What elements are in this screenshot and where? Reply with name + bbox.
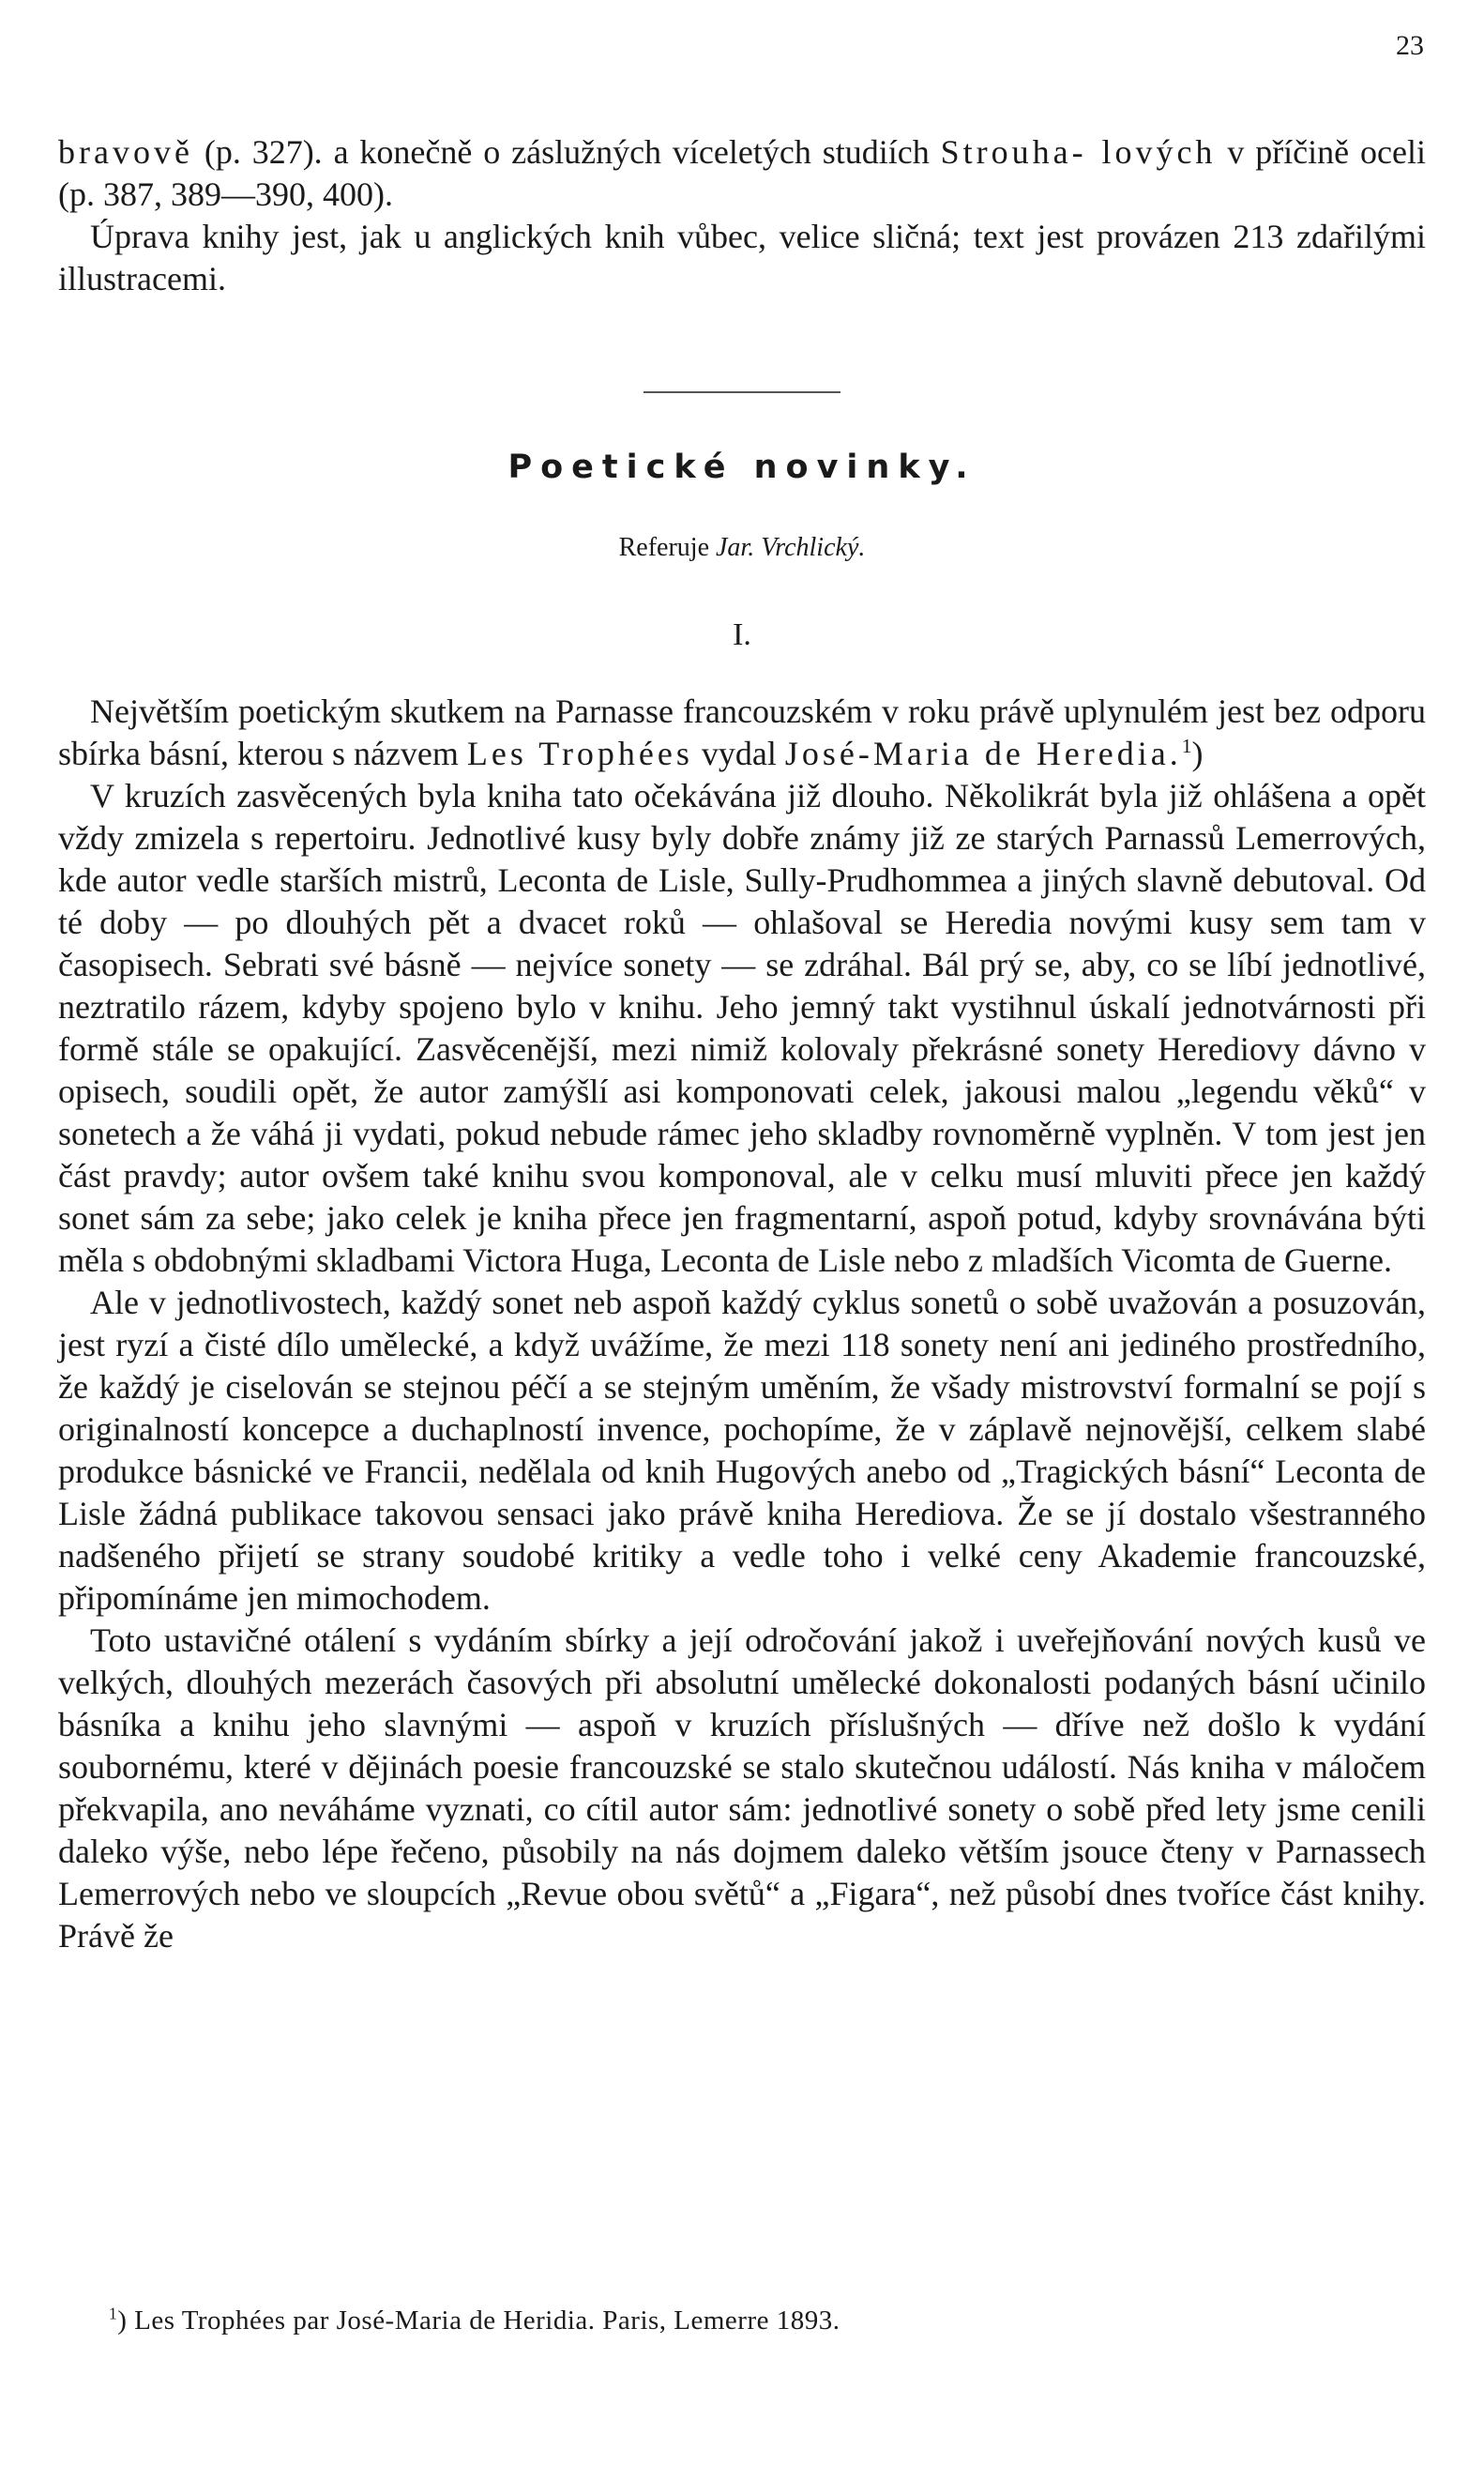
article-byline <box>0 533 1484 563</box>
intro-seg-0: bravově <box>58 133 193 171</box>
intro-seg-1: (p. 327). a konečně o záslužných víceletých studiích <box>192 133 941 171</box>
p1-after: ) <box>1191 735 1204 772</box>
byline-prefix: Referuje <box>618 533 709 562</box>
section-divider <box>644 391 840 393</box>
p1-author: José-Maria de Heredia. <box>784 735 1182 772</box>
footnote <box>109 2305 840 2336</box>
intro-seg-3: v příčině oceli (p. 387, 389—390, 400). <box>58 133 1426 213</box>
p1-book-title: Les Trophées <box>466 735 693 772</box>
paragraph-1 <box>58 691 1426 775</box>
footnote-number: 1 <box>109 2304 118 2323</box>
page-number: 23 <box>1396 30 1424 61</box>
paragraph-2: V kruzích zasvěcených byla kniha tato očekávána již dlouho. Několikrát byla již ohlášena a opět vždy zmizela s repertoiru. Jednotlivé kusy byly dobře známy již ze starých Parnassů Lemerrových, kde autor vedle starších mistrů, Leconta de Lisle, Sully-Prudhommea a jiných slavně debutoval. Od té doby — po dlouhých pět a dvacet roků — ohlašoval se Heredia novými kusy sem tam v časopisech. Sebrati své básně — nejvíce sonety — se zdráhal. Bál prý se, aby, co se líbí jednotlivé, neztratilo rázem, kdyby spojeno bylo v knihu. Jeho jemný takt vystihnul úskalí jednotvárnosti při formě stále se opakující. Zasvěcenější, mezi nimiž kolovaly překrásné sonety Herediovy dávno v opisech, soudili opět, že autor zamýšlí asi komponovati celek, jakousi malou „legendu věků“ v sonetech a že váhá ji vydati, pokud nebude rámec jeho skladby rovnoměrně vyplněn. V tom jest jen část pravdy; autor ovšem také knihu svou komponoval, ale v celku musí mluviti přece jen každý sonet sám za sebe; jako celek je kniha přece jen fragmentarní, aspoň potud, kdyby srovnávána býti měla s obdobnými skladbami Victora Huga, Leconta de Lisle nebo z mladších Vicomta de Guerne. <box>58 777 1426 1279</box>
article-title: Poetické novinky. <box>507 449 977 486</box>
paragraph-3: Ale v jednotlivostech, každý sonet neb aspoň každý cyklus sonetů o sobě uvažován a posuzován, jest ryzí a čisté dílo umělecké, a když uvážíme, že mezi 118 sonety není ani jediného prostředního, že každý je ciselován se stejnou péčí a se stejným uměním, že všady mistrovství formalní se pojí s originalností koncepce a duchaplností invence, pochopíme, že v záplavě nejnovější, celkem slabé produkce básnické ve Francii, nedělala od knih Hugových anebo od „Tragických básní“ Leconta de Lisle žádná publikace takovou sensaci jako právě kniha Herediova. Že se jí dostalo všestranného nadšeného přijetí se strany soudobé kritiky a vedle toho i velké ceny Akademie francouzské, připomínáme jen mimochodem. <box>58 1284 1426 1617</box>
intro-seg-2: Strouha- lových <box>940 133 1217 171</box>
intro-paragraph-2: Úprava knihy jest, jak u anglických knih vůbec, velice sličná; text jest provázen 213 zdařilými illustracemi. <box>58 218 1426 297</box>
section-number: I. <box>733 617 751 652</box>
p1-middle: vydal <box>692 735 785 772</box>
footnote-text: ) Les Trophées par José-Maria de Heridia. Paris, Lemerre 1893. <box>117 2305 840 2336</box>
intro-paragraph-1 <box>58 131 1426 216</box>
p1-before: Největším poetickým skutkem na Parnasse francouzském v roku právě uplynulém jest bez odporu sbírka básní, kterou s názvem <box>58 692 1426 772</box>
byline-author: Jar. Vrchlický. <box>716 533 866 562</box>
intro-text <box>58 131 1426 300</box>
article-body <box>58 691 1426 1957</box>
footnote-mark: 1 <box>1181 735 1192 757</box>
paragraph-4: Toto ustavičné otálení s vydáním sbírky a její odročování jakož i uveřejňování nových kusů ve velkých, dlouhých mezerách časových při absolutní umělecké dokonalosti podaných básní učinilo básníka a knihu jeho slavnými — aspoň v kruzích příslušných — dříve než došlo k vydání soubornému, které v dějinách poesie francouzské se stalo skutečnou událostí. Nás kniha v máločem překvapila, ano neváháme vyznati, co cítil autor sám: jednotlivé sonety o sobě před lety jsme cenili daleko výše, nebo lépe řečeno, působily na nás dojmem daleko větším jsouce čteny v Parnassech Lemerrových nebo ve sloupcích „Revue obou světů“ a „Figara“, než působí dnes tvoříce část knihy. Právě že <box>58 1621 1426 1955</box>
